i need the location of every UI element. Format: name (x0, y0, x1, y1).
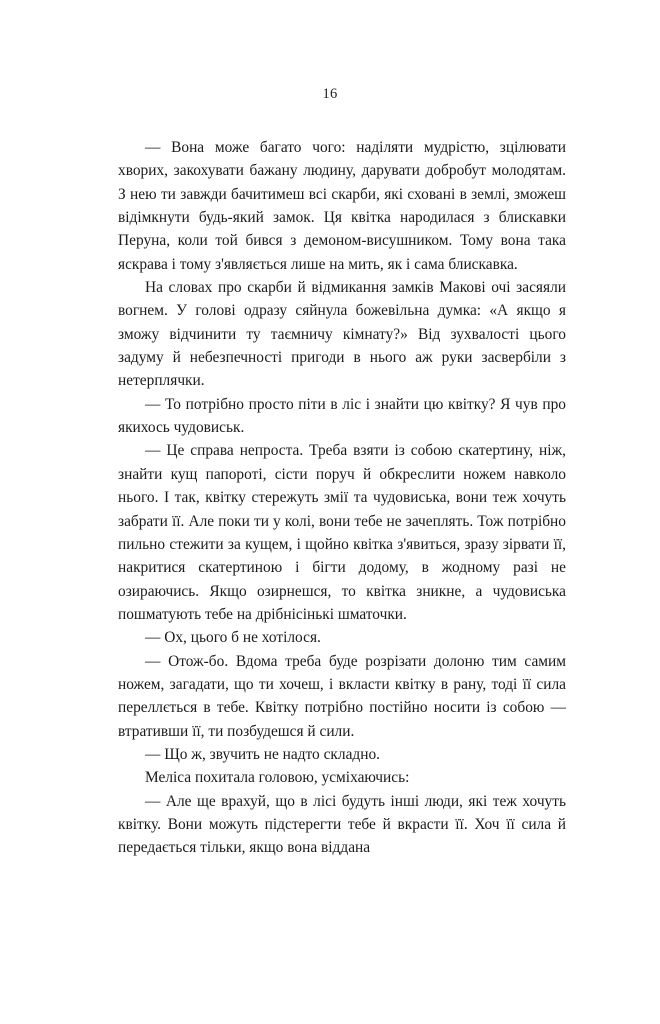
paragraph: — Це справа непроста. Треба взяти із собою скатертину, ніж, знайти кущ папороті, сісти поруч й обкреслити ножем навколо нього. І так, квітку стережуть змії та чудовиська, вони теж хочуть забрати її. Але поки ти у колі, вони тебе не зачеплять. Тож потрібно пильно стежити за кущем, і щойно квітка з'явиться, зразу зірвати її, накритися скатертиною і бігти додому, в жодному разі не озираючись. Якщо озирнешся, то квітка зникне, а чудовиська пошматують тебе на дрібнісінькі шматочки. (118, 442, 566, 623)
paragraph: Меліса похитала головою, усміхаючись: (145, 769, 410, 787)
page-number: 16 (322, 86, 338, 102)
paragraph: — Отож-бо. Вдома треба буде розрізати долоню тим самим ножем, загадати, що ти хочеш, і вкласти квітку в рану, тоді її сила переллється в тебе. Квітку потрібно постійно носити із собою — втративши її, ти позбудешся й сили. (118, 652, 566, 740)
paragraph: — Але ще врахуй, що в лісі будуть інші люди, які теж хочуть квітку. Вони можуть підстерегти тебе й вкрасти її. Хоч її сила й передається тільки, якщо вона віддана (118, 792, 566, 857)
paragraph: — Що ж, звучить не надто складно. (145, 745, 381, 763)
paragraph: — Вона може багато чого: наділяти мудрістю, зцілювати хворих, закохувати бажану людину, дарувати добробут молодятам. З нею ти завжди бачитимеш всі скарби, які сховані в землі, зможеш відімкнути будь-який замок. Ця квітка народилася з блискавки Перуна, коли той бився з демоном-висушником. Тому вона така яскрава і тому з'являється лише на мить, як і сама блискавка. (118, 139, 566, 273)
paragraph: На словах про скарби й відмикання замків Макові очі засяяли вогнем. У голові одразу сяйнула божевільна думка: «А якщо я зможу відчинити ту таємничу кімнату?» Від зухвалості цього задуму й небезпечності пригоди в нього аж руки засвербіли з нетерплячки. (118, 279, 566, 390)
body-text (118, 136, 566, 860)
paragraph: — То потрібно просто піти в ліс і знайти цю квітку? Я чув про якихось чудовиськ. (118, 395, 566, 437)
paragraph: — Ох, цього б не хотілося. (145, 629, 321, 647)
